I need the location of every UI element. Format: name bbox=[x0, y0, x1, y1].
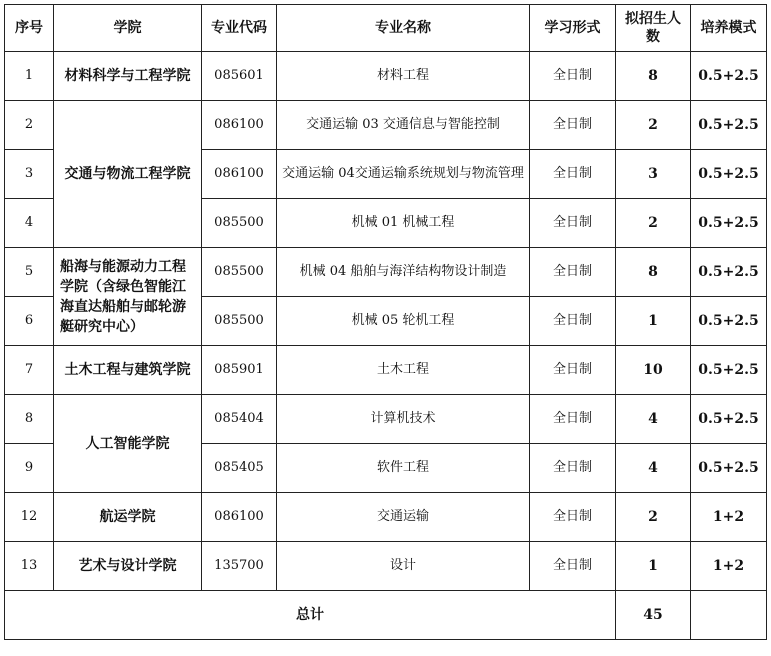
header-major: 专业名称 bbox=[277, 5, 530, 52]
row-mode: 全日制 bbox=[530, 493, 616, 542]
row-college: 土木工程与建筑学院 bbox=[54, 346, 202, 395]
row-code: 085500 bbox=[202, 297, 277, 346]
row-mode: 全日制 bbox=[530, 346, 616, 395]
row-mode: 全日制 bbox=[530, 101, 616, 150]
row-code: 135700 bbox=[202, 542, 277, 591]
row-model: 0.5+2.5 bbox=[691, 444, 767, 493]
row-code: 086100 bbox=[202, 150, 277, 199]
row-college: 人工智能学院 bbox=[54, 395, 202, 493]
row-model: 0.5+2.5 bbox=[691, 150, 767, 199]
row-model: 0.5+2.5 bbox=[691, 248, 767, 297]
row-college: 航运学院 bbox=[54, 493, 202, 542]
row-model: 0.5+2.5 bbox=[691, 199, 767, 248]
row-index: 13 bbox=[5, 542, 54, 591]
row-index: 4 bbox=[5, 199, 54, 248]
row-major: 机械 05 轮机工程 bbox=[277, 297, 530, 346]
row-model: 0.5+2.5 bbox=[691, 52, 767, 101]
table-row bbox=[5, 542, 767, 591]
header-index: 序号 bbox=[5, 5, 54, 52]
row-index: 8 bbox=[5, 395, 54, 444]
row-quota: 4 bbox=[616, 444, 691, 493]
row-major: 土木工程 bbox=[277, 346, 530, 395]
row-index: 5 bbox=[5, 248, 54, 297]
row-college: 船海与能源动力工程学院（含绿色智能江海直达船舶与邮轮游艇研究中心） bbox=[54, 248, 202, 346]
row-quota: 1 bbox=[616, 542, 691, 591]
row-quota: 1 bbox=[616, 297, 691, 346]
row-model: 1+2 bbox=[691, 542, 767, 591]
total-row bbox=[5, 591, 767, 640]
row-quota: 2 bbox=[616, 199, 691, 248]
row-major: 交通运输 bbox=[277, 493, 530, 542]
row-index: 3 bbox=[5, 150, 54, 199]
row-code: 085901 bbox=[202, 346, 277, 395]
row-major: 计算机技术 bbox=[277, 395, 530, 444]
row-index: 9 bbox=[5, 444, 54, 493]
row-mode: 全日制 bbox=[530, 199, 616, 248]
header-mode: 学习形式 bbox=[530, 5, 616, 52]
table-row bbox=[5, 395, 767, 444]
row-quota: 2 bbox=[616, 493, 691, 542]
row-index: 12 bbox=[5, 493, 54, 542]
row-model: 0.5+2.5 bbox=[691, 101, 767, 150]
row-code: 085601 bbox=[202, 52, 277, 101]
header-row bbox=[5, 5, 767, 52]
table-row bbox=[5, 52, 767, 101]
row-index: 7 bbox=[5, 346, 54, 395]
row-major: 软件工程 bbox=[277, 444, 530, 493]
header-quota: 拟招生人数 bbox=[616, 5, 691, 52]
row-major: 交通运输 04交通运输系统规划与物流管理 bbox=[277, 150, 530, 199]
row-mode: 全日制 bbox=[530, 444, 616, 493]
row-college: 交通与物流工程学院 bbox=[54, 101, 202, 248]
row-index: 2 bbox=[5, 101, 54, 150]
row-code: 085500 bbox=[202, 248, 277, 297]
row-mode: 全日制 bbox=[530, 52, 616, 101]
row-quota: 10 bbox=[616, 346, 691, 395]
row-model: 1+2 bbox=[691, 493, 767, 542]
row-major: 机械 04 船舶与海洋结构物设计制造 bbox=[277, 248, 530, 297]
table-row bbox=[5, 493, 767, 542]
row-quota: 8 bbox=[616, 52, 691, 101]
row-model: 0.5+2.5 bbox=[691, 395, 767, 444]
row-quota: 3 bbox=[616, 150, 691, 199]
row-major: 材料工程 bbox=[277, 52, 530, 101]
table-row bbox=[5, 101, 767, 150]
row-quota: 4 bbox=[616, 395, 691, 444]
row-model: 0.5+2.5 bbox=[691, 297, 767, 346]
row-code: 085500 bbox=[202, 199, 277, 248]
row-code: 086100 bbox=[202, 101, 277, 150]
row-mode: 全日制 bbox=[530, 395, 616, 444]
row-mode: 全日制 bbox=[530, 297, 616, 346]
total-quota: 45 bbox=[616, 591, 691, 640]
row-code: 086100 bbox=[202, 493, 277, 542]
row-mode: 全日制 bbox=[530, 542, 616, 591]
row-mode: 全日制 bbox=[530, 248, 616, 297]
row-code: 085405 bbox=[202, 444, 277, 493]
row-index: 1 bbox=[5, 52, 54, 101]
total-empty-cell bbox=[691, 591, 767, 640]
row-college: 艺术与设计学院 bbox=[54, 542, 202, 591]
row-mode: 全日制 bbox=[530, 150, 616, 199]
row-index: 6 bbox=[5, 297, 54, 346]
header-college: 学院 bbox=[54, 5, 202, 52]
row-code: 085404 bbox=[202, 395, 277, 444]
header-code: 专业代码 bbox=[202, 5, 277, 52]
row-college: 材料科学与工程学院 bbox=[54, 52, 202, 101]
admissions-table bbox=[4, 4, 767, 640]
table-row bbox=[5, 346, 767, 395]
row-major: 机械 01 机械工程 bbox=[277, 199, 530, 248]
row-major: 交通运输 03 交通信息与智能控制 bbox=[277, 101, 530, 150]
header-model: 培养模式 bbox=[691, 5, 767, 52]
row-quota: 2 bbox=[616, 101, 691, 150]
row-quota: 8 bbox=[616, 248, 691, 297]
row-major: 设计 bbox=[277, 542, 530, 591]
total-label: 总计 bbox=[5, 591, 616, 640]
table-row bbox=[5, 248, 767, 297]
row-model: 0.5+2.5 bbox=[691, 346, 767, 395]
